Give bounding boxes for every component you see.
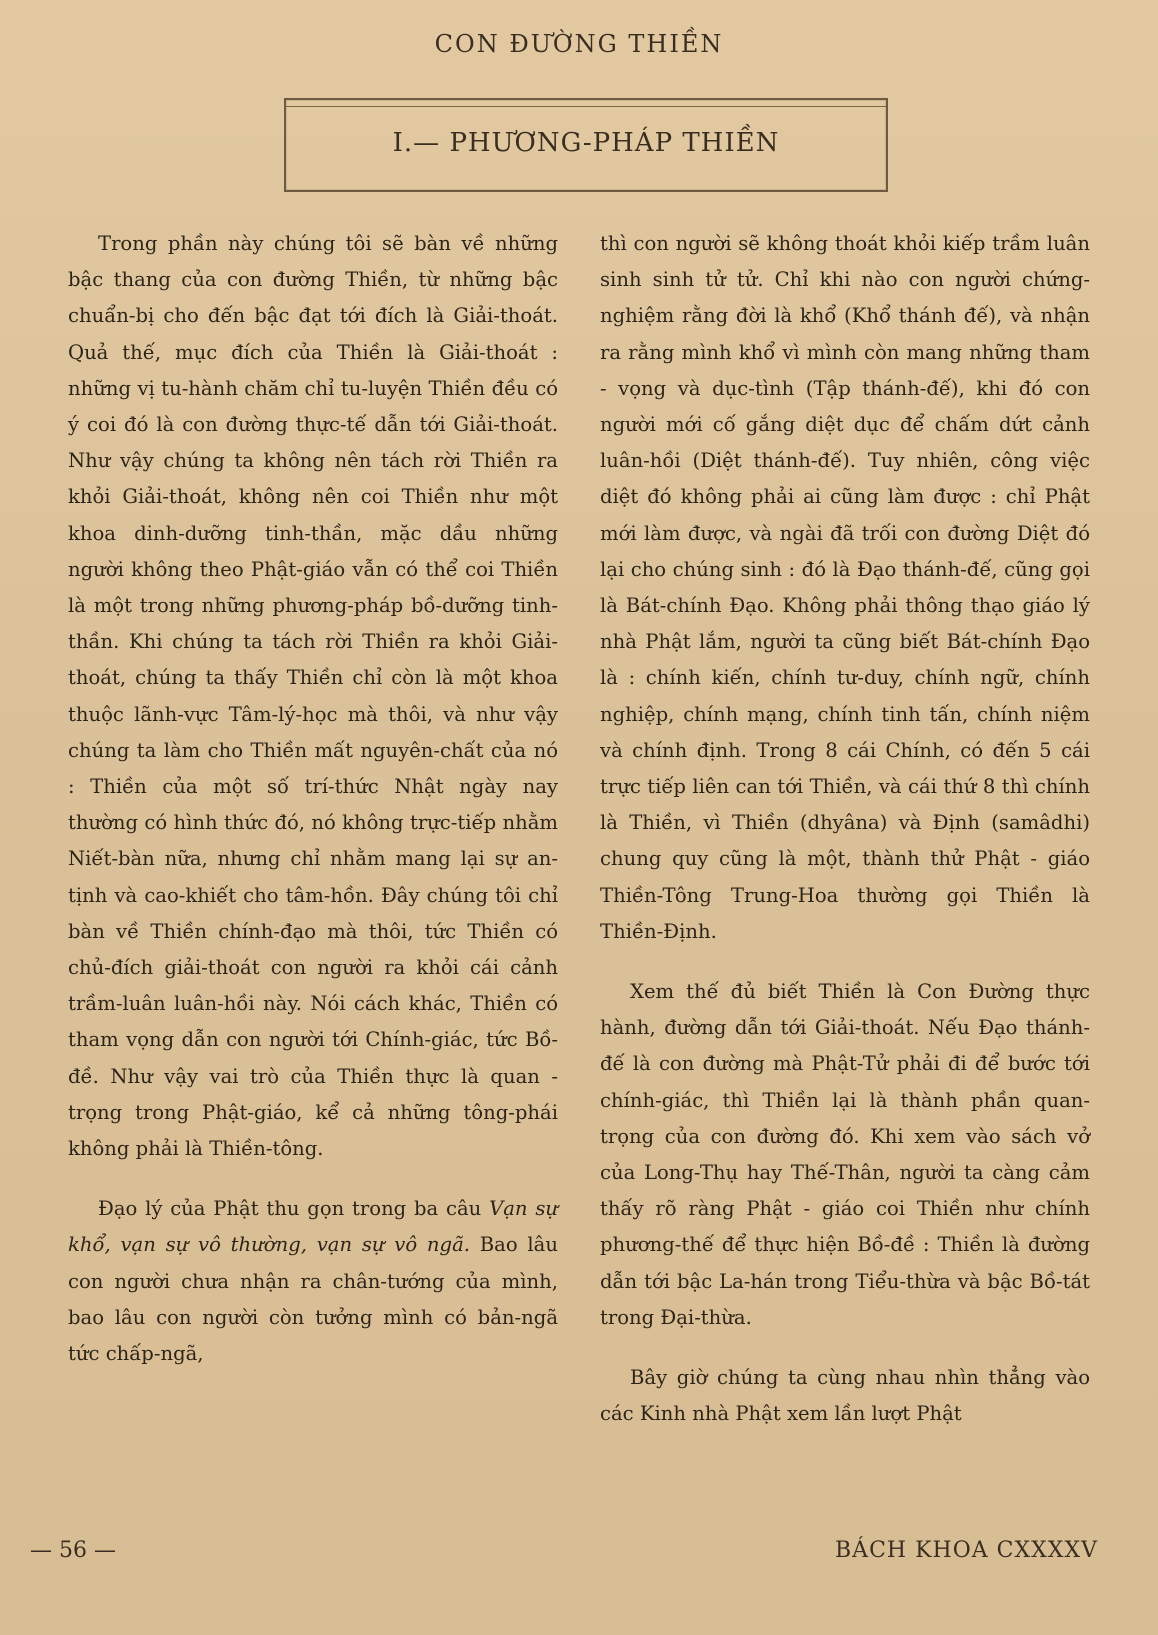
right-paragraph-3: Bây giờ chúng ta cùng nhau nhìn thẳng vào các Kinh nhà Phật xem lần lượt Phật xyxy=(600,1366,1090,1426)
p2-rest: Bao lâu con người chưa nhận ra chân-tướng của mình, bao lâu con người còn tưởng mình có bản-ngã tức chấp-ngã, xyxy=(68,1233,558,1366)
p2-intro: Đạo lý của Phật thu gọn trong ba câu xyxy=(98,1197,482,1221)
p2-italic-quote: Vạn sự khổ, vạn sự vô thường, vạn sự vô ngã. xyxy=(68,1197,559,1257)
page-number: — 56 — xyxy=(30,1538,116,1563)
title-box-rule xyxy=(286,100,886,107)
section-title-box xyxy=(284,98,888,192)
right-paragraph-2: Xem thế đủ biết Thiền là Con Đường thực hành, đường dẫn tới Giải-thoát. Nếu Đạo thánh-đế là con đường mà Phật-Tử phải đi để bước tới chính-giác, thì Thiền lại là thành phần quan-trọng của con đường đó. Khi xem vào sách vở của Long-Thụ hay Thế-Thân, người ta càng cảm thấy rõ ràng Phật - giáo coi Thiền như chính phương-thế để thực hiện Bồ-đề : Thiền là đường dẫn tới bậc La-hán trong Tiểu-thừa và bậc Bồ-tát trong Đại-thừa. xyxy=(600,980,1090,1329)
left-paragraph-2 xyxy=(68,1191,558,1372)
running-header: CON ĐƯỜNG THIỀN xyxy=(434,30,724,58)
left-column xyxy=(68,226,558,1372)
section-title: I.— PHƯƠNG-PHÁP THIỀN xyxy=(392,128,780,158)
left-paragraph-1: Trong phần này chúng tôi sẽ bàn về những bậc thang của con đường Thiền, từ những bậc chuẩn-bị cho đến bậc đạt tới đích là Giải-thoát. Quả thế, mục đích của Thiền là Giải-thoát : những vị tu-hành chăm chỉ tu-luyện Thiền đều có ý coi đó là con đường thực-tế dẫn tới Giải-thoát. Như vậy chúng ta không nên tách rời Thiền ra khỏi Giải-thoát, không nên coi Thiền như một khoa dinh-dưỡng tinh-thần, mặc dầu những người không theo Phật-giáo vẫn có thể coi Thiền là một trong những phương-pháp bồ-dưỡng tinh-thần. Khi chúng ta tách rời Thiền ra khỏi Giải-thoát, chúng ta thấy Thiền chỉ còn là một khoa thuộc lãnh-vực Tâm-lý-học mà thôi, và như vậy chúng ta làm cho Thiền mất nguyên-chất của nó : Thiền của một số trí-thức Nhật ngày nay thường có hình thức đó, nó không trực-tiếp nhằm Niết-bàn nữa, nhưng chỉ nhằm mang lại sự an-tịnh và cao-khiết cho tâm-hồn. Đây chúng tôi chỉ bàn về Thiền chính-đạo mà thôi, tức Thiền có chủ-đích giải-thoát con người ra khỏi cái cảnh trầm-luân luân-hồi này. Nói cách khác, Thiền có tham vọng dẫn con người tới Chính-giác, tức Bồ-đề. Như vậy vai trò của Thiền thực là quan - trọng trong Phật-giáo, kể cả những tông-phái không phải là Thiền-tông. xyxy=(68,232,558,1161)
publication-footer: BÁCH KHOA CXXXXV xyxy=(835,1538,1098,1563)
right-paragraph-1: thì con người sẽ không thoát khỏi kiếp trầm luân sinh sinh tử tử. Chỉ khi nào con người chứng-nghiệm rằng đời là khổ (Khổ thánh đế), và nhận ra rằng mình khổ vì mình còn mang những tham - vọng và dục-tình (Tập thánh-đế), khi đó con người mới cố gắng diệt dục để chấm dứt cảnh luân-hồi (Diệt thánh-đế). Tuy nhiên, công việc diệt đó không phải ai cũng làm được : chỉ Phật mới làm được, và ngài đã trối con đường Diệt đó lại cho chúng sinh : đó là Đạo thánh-đế, cũng gọi là Bát-chính Đạo. Không phải thông thạo giáo lý nhà Phật lắm, người ta cũng biết Bát-chính Đạo là : chính kiến, chính tư-duy, chính ngữ, chính nghiệp, chính mạng, chính tinh tấn, chính niệm và chính định. Trong 8 cái Chính, có đến 5 cái trực tiếp liên can tới Thiền, và cái thứ 8 thì chính là Thiền, vì Thiền (dhyâna) và Định (samâdhi) chung quy cũng là một, thành thử Phật - giáo Thiền-Tông Trung-Hoa thường gọi Thiền là Thiền-Định. xyxy=(600,232,1090,943)
right-column xyxy=(600,226,1090,1433)
